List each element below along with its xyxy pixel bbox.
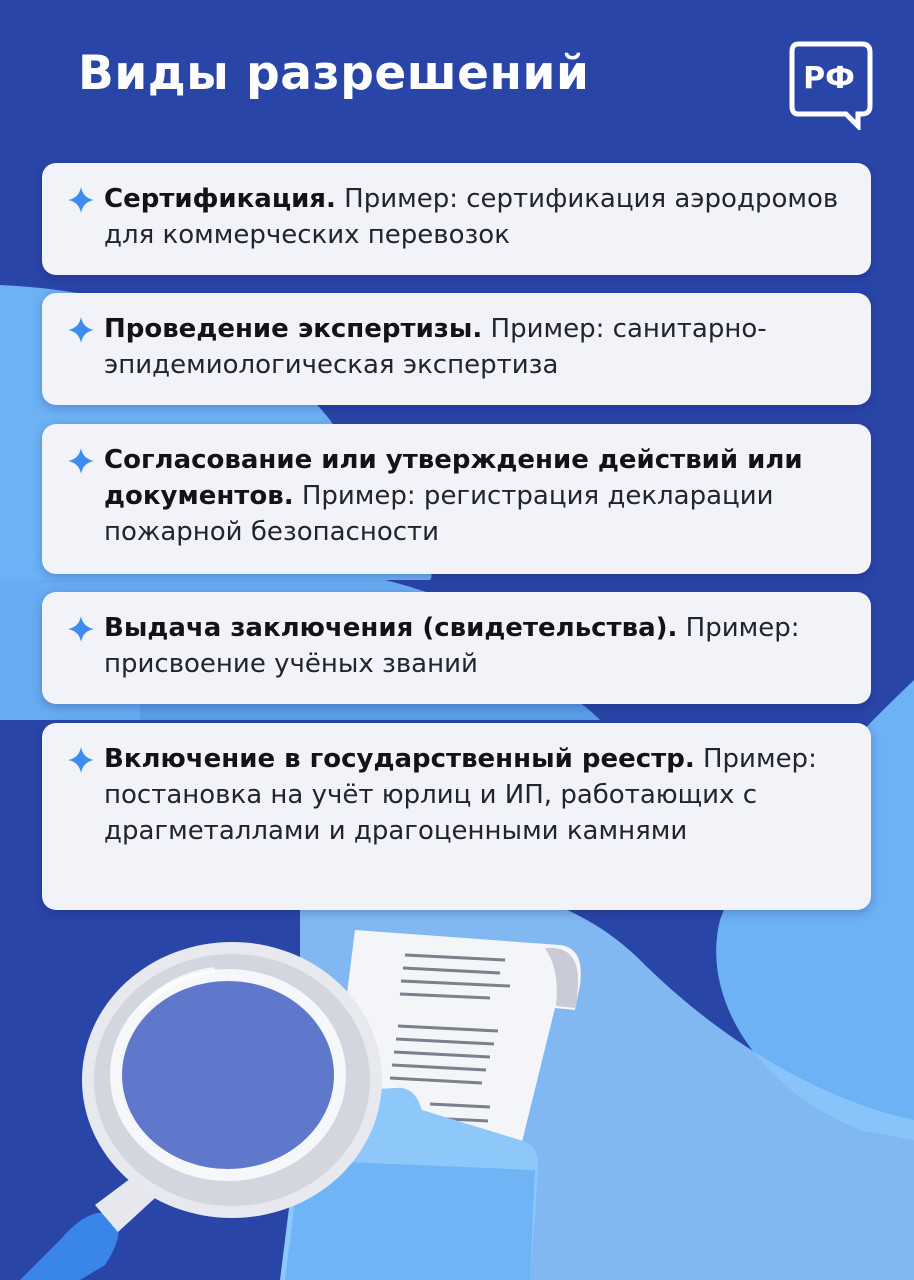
sparkle-icon: [68, 317, 94, 343]
item-title: Выдача заключения (свидетельства).: [104, 613, 678, 643]
sparkle-icon: [68, 187, 94, 213]
list-item: [42, 723, 871, 910]
item-example: Пример: постановка на учёт юрлиц и ИП, работающих с драгметаллами и драгоценными камнями: [104, 744, 817, 846]
list-item: [42, 163, 871, 275]
list-item: [42, 424, 871, 574]
item-title: Включение в государственный реестр.: [104, 744, 695, 774]
item-example: Пример: присвоение учёных званий: [104, 613, 800, 679]
item-title: Сертификация.: [104, 184, 336, 214]
item-title: Согласование или утверждение действий или документов.: [104, 445, 803, 511]
logo-text: РФ: [803, 61, 855, 96]
page-title: Виды разрешений: [78, 46, 590, 101]
item-example: Пример: санитарно-эпидемиологическая экспертиза: [104, 314, 767, 380]
sparkle-icon: [68, 747, 94, 773]
item-example: Пример: регистрация декларации пожарной безопасности: [104, 481, 774, 547]
list-item: [42, 592, 871, 704]
item-title: Проведение экспертизы.: [104, 314, 483, 344]
magnifier-document-illustration: [0, 900, 914, 1280]
sparkle-icon: [68, 616, 94, 642]
item-example: Пример: сертификация аэродромов для коммерческих перевозок: [104, 184, 839, 250]
sparkle-icon: [68, 448, 94, 474]
gosuslugi-logo: [788, 40, 874, 130]
list-item: [42, 293, 871, 405]
